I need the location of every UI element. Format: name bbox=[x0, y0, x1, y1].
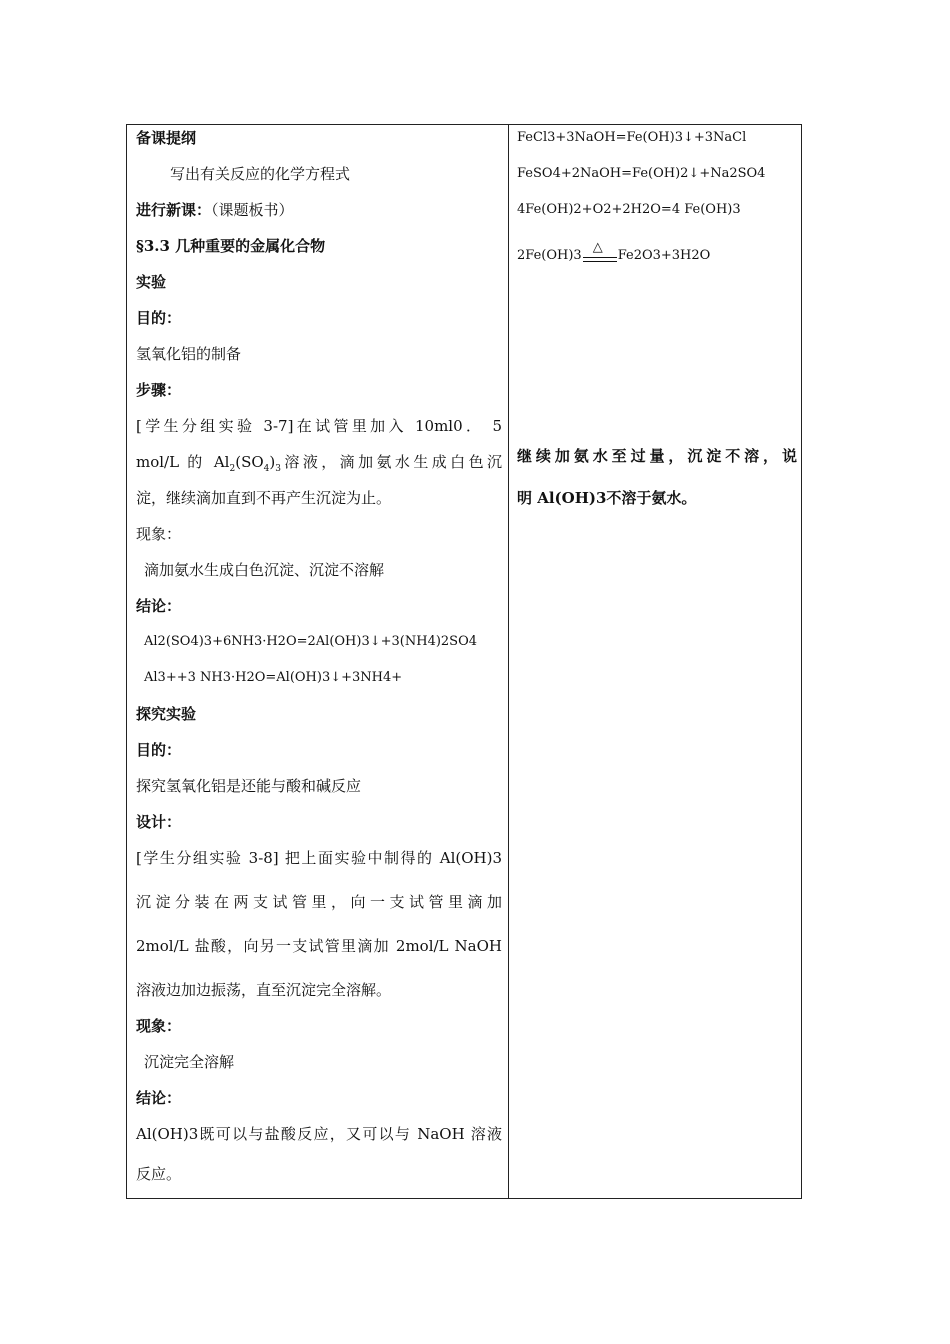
explore-purpose-label: 目的： bbox=[136, 741, 182, 759]
heating-equals-sign: △ bbox=[583, 246, 617, 266]
purpose-text: 氢氧化铝的制备 bbox=[136, 345, 242, 363]
steps-line-2: mol/L 的 $Al_2(SO_4)_3$溶液，滴加氨水生成白色沉 bbox=[136, 453, 502, 474]
lesson-table bbox=[126, 124, 802, 1199]
steps-label: 步骤： bbox=[136, 381, 182, 399]
ammonia-note-line-1: 继续加氨水至过量，沉淀不溶，说 bbox=[517, 447, 797, 465]
explore-phenomenon-label: 现象： bbox=[136, 1017, 182, 1035]
conclusion-label: 结论： bbox=[136, 597, 182, 615]
design-line-2: 沉淀分装在两支试管里，向一支试管里滴加 bbox=[136, 893, 502, 911]
equation-ferrous-oxidation: 4Fe(OH)2+O2+2H2O=4 Fe(OH)3 bbox=[517, 202, 741, 217]
equation-ferrous-sulfate: FeSO4+2NaOH=Fe(OH)2↓+Na2SO4 bbox=[517, 166, 766, 181]
explore-conclusion-line-1: Al(OH)3既可以与盐酸反应，又可以与 NaOH 溶液 bbox=[136, 1125, 502, 1143]
header-outline: 备课提纲 bbox=[136, 129, 197, 147]
equation-aluminium-ion: Al3++3 NH3·H2O=Al(OH)3↓+3NH4+ bbox=[144, 670, 403, 685]
design-label: 设计： bbox=[136, 813, 182, 831]
steps-line-3: 淀，继续滴加直到不再产生沉淀为止。 bbox=[136, 489, 392, 507]
design-line-4: 溶液边加边振荡，直至沉淀完全溶解。 bbox=[136, 981, 392, 999]
explore-conclusion-line-2: 反应。 bbox=[136, 1165, 182, 1183]
new-lesson-label: 进行新课： bbox=[136, 201, 212, 219]
section-title: §3.3 几种重要的金属化合物 bbox=[136, 237, 326, 255]
experiment-heading: 实验 bbox=[136, 273, 167, 291]
steps-line-1: [学生分组实验 3-7]在试管里加入 10ml0． 5 bbox=[136, 417, 502, 435]
ammonia-note-line-2: 明 Al(OH)3不溶于氨水。 bbox=[517, 489, 697, 507]
phenomenon-text: 滴加氨水生成白色沉淀、沉淀不溶解 bbox=[144, 561, 385, 579]
explore-heading: 探究实验 bbox=[136, 705, 197, 723]
equation-ferric-decomposition: 2Fe(OH)3 △ Fe2O3+3H2O bbox=[517, 246, 710, 266]
intro-text: 写出有关反应的化学方程式 bbox=[170, 165, 351, 183]
design-line-3: 2mol/L 盐酸，向另一支试管里滴加 2mol/L NaOH bbox=[136, 937, 502, 955]
equation-ferric-chloride: FeCl3+3NaOH=Fe(OH)3↓+3NaCl bbox=[517, 130, 747, 145]
phenomenon-label: 现象： bbox=[136, 525, 182, 543]
equation-aluminium-sulfate: Al2(SO4)3+6NH3·H2O=2Al(OH)3↓+3(NH4)2SO4 bbox=[144, 634, 478, 649]
explore-conclusion-label: 结论： bbox=[136, 1089, 182, 1107]
purpose-label: 目的： bbox=[136, 309, 182, 327]
explore-purpose-text: 探究氢氧化铝是还能与酸和碱反应 bbox=[136, 777, 362, 795]
new-lesson-note: （课题板书） bbox=[211, 201, 294, 219]
design-line-1: [学生分组实验 3-8] 把上面实验中制得的 Al(OH)3 bbox=[136, 849, 502, 867]
explore-phenomenon-text: 沉淀完全溶解 bbox=[144, 1053, 235, 1071]
new-lesson-line bbox=[136, 200, 294, 220]
column-divider bbox=[508, 125, 509, 1198]
